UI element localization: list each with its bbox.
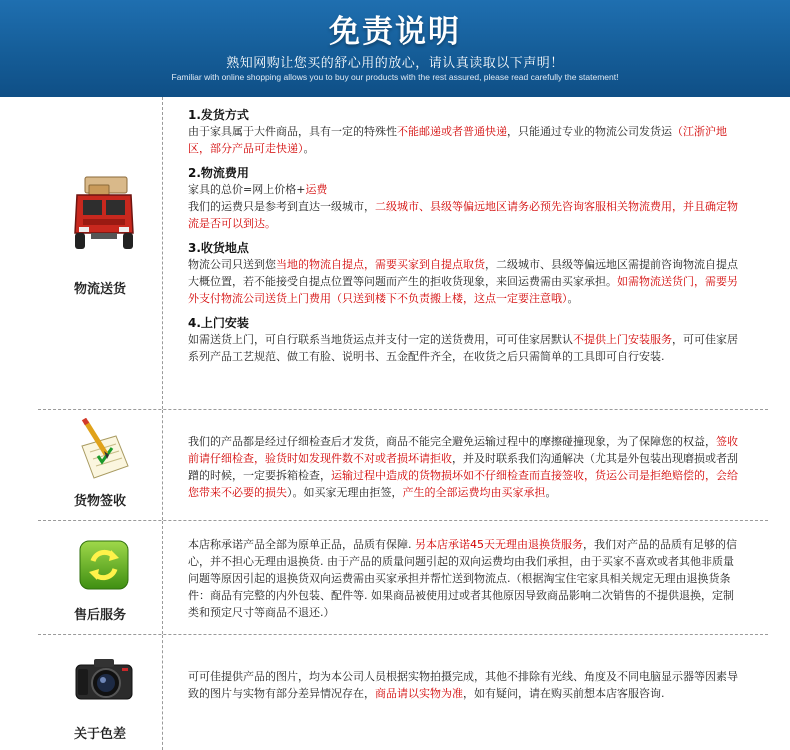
text: ，只能通过专业的物流公司发货运 xyxy=(507,125,672,138)
camera-icon xyxy=(56,655,152,707)
column-divider xyxy=(162,97,163,409)
page-header xyxy=(0,0,790,97)
text: ，二级城市、县级等偏远地区需提前咨询物流自提点大概位置，若不能接受自提点位置等问题而产生的拒收货现象，来回运费需由买家承担。 xyxy=(188,258,738,288)
shipping-fee-title: 2.物流费用 xyxy=(188,166,249,180)
highlight-text: 运费 xyxy=(305,183,328,196)
text: 我们的产品都是经过仔细检查后才发货，商品不能完全避免运输过程中的摩擦碰撞现象，为了保障您的权益， xyxy=(188,435,716,448)
section-colordiff xyxy=(0,635,790,750)
highlight-text: 运输过程中造成的货物损坏如不仔细检查而直接签收，货运公司是拒绝赔偿的，会给您带来不必要的损失 xyxy=(188,469,738,499)
highlight-text: 二级城市、县级等偏远地区请务必预先咨询客服相关物流费用，并且确定物流是否可以到达。 xyxy=(188,200,738,230)
text: ，我们对产品的品质有足够的信心，并不担心无理由退换货. 由于产品的质量问题引起的双向运费均由我们承担，由于买家不喜欢或者其他非质量问题等原因引起的退换货双向运费需由买家承担并帮忙送到物流点.（根据淘宝住宅家具相关规定无理由退换货条件：商品有完整的内外包装、配件等. 如果商品被使用过或者其他原因导致商品影响二次销售的不提供退换，定制类和预定尺寸等商品不退还.） xyxy=(188,538,737,619)
section-logistics xyxy=(0,97,790,409)
highlight-text: 另本店承诺45天无理由退换货服务 xyxy=(415,538,583,551)
section-aftersale xyxy=(0,521,790,634)
refresh-arrows-icon xyxy=(56,539,152,595)
highlight-text: 不提供上门安装服务 xyxy=(573,333,672,346)
header-subtitle-cn: 熟知网购让您买的舒心用的放心，请认真读取以下声明！ xyxy=(226,56,564,71)
column-divider xyxy=(162,521,163,634)
text: 可可佳提供产品的图片，均为本公司人员根据实物拍摄完成，其他不排除有光线、角度及不同电脑显示器等因素导致的图片与实物有部分差异情况存在， xyxy=(188,670,738,700)
label-logistics: 物流送货 xyxy=(73,282,126,297)
text: ，如有疑问，请在购买前想本店客服咨询. xyxy=(463,687,665,700)
pickup-location-title: 3.收货地点 xyxy=(188,241,249,255)
highlight-text: 商品请以实物为准 xyxy=(375,687,463,700)
label-receipt: 货物签收 xyxy=(73,494,126,509)
text: ，可可佳家居系列产品工艺规范、做工有脸、说明书、五金配件齐全，在收货之后只需简单的工具即可自行安装. xyxy=(188,333,738,363)
section-receipt xyxy=(0,410,790,520)
text: 本店称承诺产品全部为原单正品，品质有保障. xyxy=(188,538,415,551)
label-aftersale: 售后服务 xyxy=(73,608,126,623)
page-title: 免责说明 xyxy=(329,14,461,50)
text: 。 xyxy=(567,292,579,305)
shipping-method-title: 1.发货方式 xyxy=(188,108,249,122)
installation-title: 4.上门安装 xyxy=(188,316,249,330)
highlight-text: 如需物流送货门，需要另外支付物流公司送货上门费用（只送到楼下不负责搬上楼，这点一定要注意哦） xyxy=(188,275,738,305)
text: 。 xyxy=(303,142,315,155)
aftersale-content xyxy=(188,536,743,621)
text: 如需送货上门，可自行联系当地货运点并支付一定的送货费用，可可佳家居默认 xyxy=(188,333,573,346)
highlight-text: 产生的全部运费均由买家承担 xyxy=(402,486,546,499)
column-divider xyxy=(162,635,163,750)
delivery-truck-icon xyxy=(56,175,152,257)
installation xyxy=(188,315,743,365)
shipping-fee xyxy=(188,165,743,232)
highlight-text: 当地的物流自提点，需要买家到自提点取货 xyxy=(276,258,485,271)
highlight-text: 签收前请仔细检查，验货时如发现件数不对或者损坏请拒收 xyxy=(188,435,738,465)
text: ，并及时联系我们沟通解决（尤其是外包装出现磨损或者刮蹭的时候，一定要拆箱检查， xyxy=(188,452,738,482)
colordiff-content xyxy=(188,668,743,702)
text: 家具的总价=网上价格+ xyxy=(188,183,306,196)
pencil-document-icon xyxy=(56,418,152,486)
text: 由于家具属于大件商品，具有一定的特殊性 xyxy=(188,125,397,138)
highlight-text: （江浙沪地区，部分产品可走快递） xyxy=(188,125,727,155)
pickup-location xyxy=(188,240,743,307)
text: ）。如买家无理由拒签， xyxy=(287,486,403,499)
highlight-text: 不能邮递或者普通快递 xyxy=(397,125,507,138)
text: 物流公司只送到您 xyxy=(188,258,276,271)
text: 。 xyxy=(545,486,557,499)
logistics-content xyxy=(188,107,743,373)
column-divider xyxy=(162,410,163,520)
shipping-method xyxy=(188,107,743,157)
receipt-content xyxy=(188,433,743,501)
text: 我们的运费只是参考到直达一级城市， xyxy=(188,200,375,213)
header-subtitle-en: Familiar with online shopping allows you to buy our products with the rest assured, please read carefully the statement! xyxy=(171,72,619,82)
label-colordiff: 关于色差 xyxy=(73,727,126,742)
